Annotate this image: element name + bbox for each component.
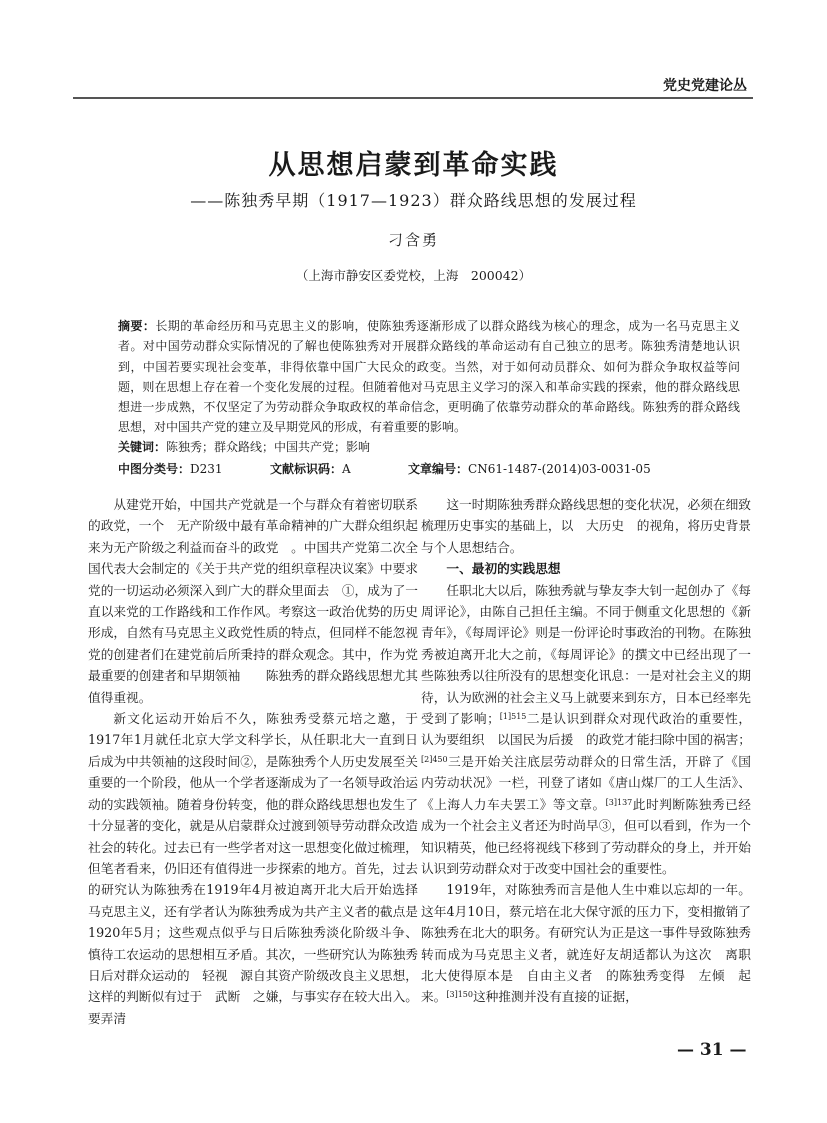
running-header [73,67,753,99]
document-code: 文献标识码：A [270,462,351,476]
abstract-label: 摘要： [118,319,156,333]
author-affiliation: （上海市静安区委党校，上海 200042） [295,268,532,283]
citation: [2]450 [421,754,448,764]
keywords-text: 陈独秀；群众路线；中国共产党；影响 [166,440,371,454]
article-subtitle: ——陈独秀早期（1917—1923）群众路线思想的发展过程 [190,191,637,210]
article-number: 文章编号：CN61-1487-(2014)03-0031-05 [408,462,651,476]
citation: [3]137 [605,797,633,807]
article-title: 从思想启蒙到革命实践 [268,150,559,181]
body-paragraph: 任职北大以后，陈独秀就与挚友李大钊一起创办了《每周评论》，由陈自己担任主编。不同于侧重文化思想的《新青年》，《每周评论》则是一份评论时事政治的刊物。在陈独秀被迫离开北大之前，《每周评论》的撰文中已经出现了一些陈独秀以往所没有的思想变化讯息：一是对社会主义的期待，认为欧洲的社会主义马上就要来到东方，日本已经率先受到了影响；$^{[1]515}$二是认识到群众对现代政治的重要性，认为要组织 以国民为后援 的政党才能扫除中国的祸害；$^{[2]450}$三是开始关注底层劳动群众的日常生活，开辟了《国内劳动状况》一栏，刊登了诸如《唐山煤厂的工人生活》、《上海人力车夫罢工》等文章。$^{[3]137}$此时判断陈独秀已经成为一个社会主义者还为时尚早③，但可以看到，作为一个知识精英，他已经将视线下移到了劳动群众的身上，并开始认识到劳动群众对于改变中国社会的重要性。 [421,582,752,876]
body-paragraph: 从建党开始，中国共产党就是一个与群众有着密切联系的政党，一个 无产阶级中最有革命精神的广大群众组织起来为无产阶级之利益而奋斗的政党 。中国共产党第二次全国代表大会制定的《关于共产党的组织章程决议案》中要求 党的一切运动必须深入到广大的群众里面去 ①，成为了一直以来党的工作路线和工作作风。考察这一政治优势的历史形成，自然有马克思主义政党性质的特点，但同样不能忽视党的创建者们在建党前后所秉持的群众观念。其中，作为党最重要的创建者和早期领袖 陈独秀的群众路线思想尤其值得重视。 [88,497,431,705]
body-paragraph: 这一时期陈独秀群众路线思想的变化状况，必须在细致梳理历史事实的基础上，以 大历史 的视角，将历史背景与个人思想结合。 [421,497,751,555]
section-heading: 一、最初的实践思想 [446,561,561,577]
keywords [118,438,370,455]
abstract [118,316,740,438]
body-column-left [88,494,431,1029]
citation: [3]150 [446,990,473,1000]
author-name: 刁含勇 [387,231,439,249]
body-paragraph: 1919年，对陈独秀而言是他人生中难以忘却的一年。这年4月10日，蔡元培在北大保守派的压力下，变相撤销了陈独秀在北大的职务。有研究认为正是这一事件导致陈独秀转而成为马克思主义者，就连好友胡适都认为这次 离职 北大使得原本是 自由主义者 的陈独秀变得 左倾 起来。$^{[3]150}$这种推测并没有直接的证据， [421,882,764,1005]
citation: [1]515 [499,712,527,722]
abstract-text: 长期的革命经历和马克思主义的影响，使陈独秀逐渐形成了以群众路线为核心的理念，成为一名马克思主义者。对中国劳动群众实际情况的了解也使陈独秀对开展群众路线的革命运动有自己独立的思考。陈独秀清楚地认识到，中国若要实现社会变革，非得依靠中国广大民众的政变。当然，对于如何动员群众、如何为群众争取权益等问题，则在思想上存在着一个变化发展的过程。但随着他对马克思主义学习的深入和革命实践的探索，他的群众路线思想进一步成熟，不仅坚定了为劳动群众争取政权的革命信念，更明确了依靠劳动群众的革命路线。陈独秀的群众路线思想，对中国共产党的建立及早期党风的形成，有着重要的影响。 [118,319,740,435]
page-number: — 31 — [677,1040,747,1060]
journal-name: 党史党建论丛 [663,78,747,94]
keywords-label: 关键词： [118,440,167,454]
clc-code: 中图分类号：D231 [118,462,223,476]
body-column-right [421,494,764,1008]
body-paragraph: 新文化运动开始后不久，陈独秀受蔡元培之邀，于1917年1月就任北京大学文科学长，从任职北大一直到日后成为中共领袖的这段时间②，是陈独秀个人历史发展至关重要的一个阶段，他从一个学者逐渐成为了一名领导政治运动的实践领袖。随着身份转变，他的群众路线思想也发生了十分显著的变化，就是从启蒙群众过渡到领导劳动群众改造社会的转化。过去已有一些学者对这一思想变化做过梳理，但笔者看来，仍旧还有值得进一步探索的地方。首先，过去的研究认为陈独秀在1919年4月被迫离开北大后开始选择马克思主义，还有学者认为陈独秀成为共产主义者的截点是1920年5月；这些观点似乎与日后陈独秀淡化阶级斗争、慎待工农运动的思想相互矛盾。其次，一些研究认为陈独秀日后对群众运动的 轻视 源自其资产阶级改良主义思想，这样的判断似有过于 武断 之嫌，与事实存在较大出入。要弄清 [88,711,418,1026]
